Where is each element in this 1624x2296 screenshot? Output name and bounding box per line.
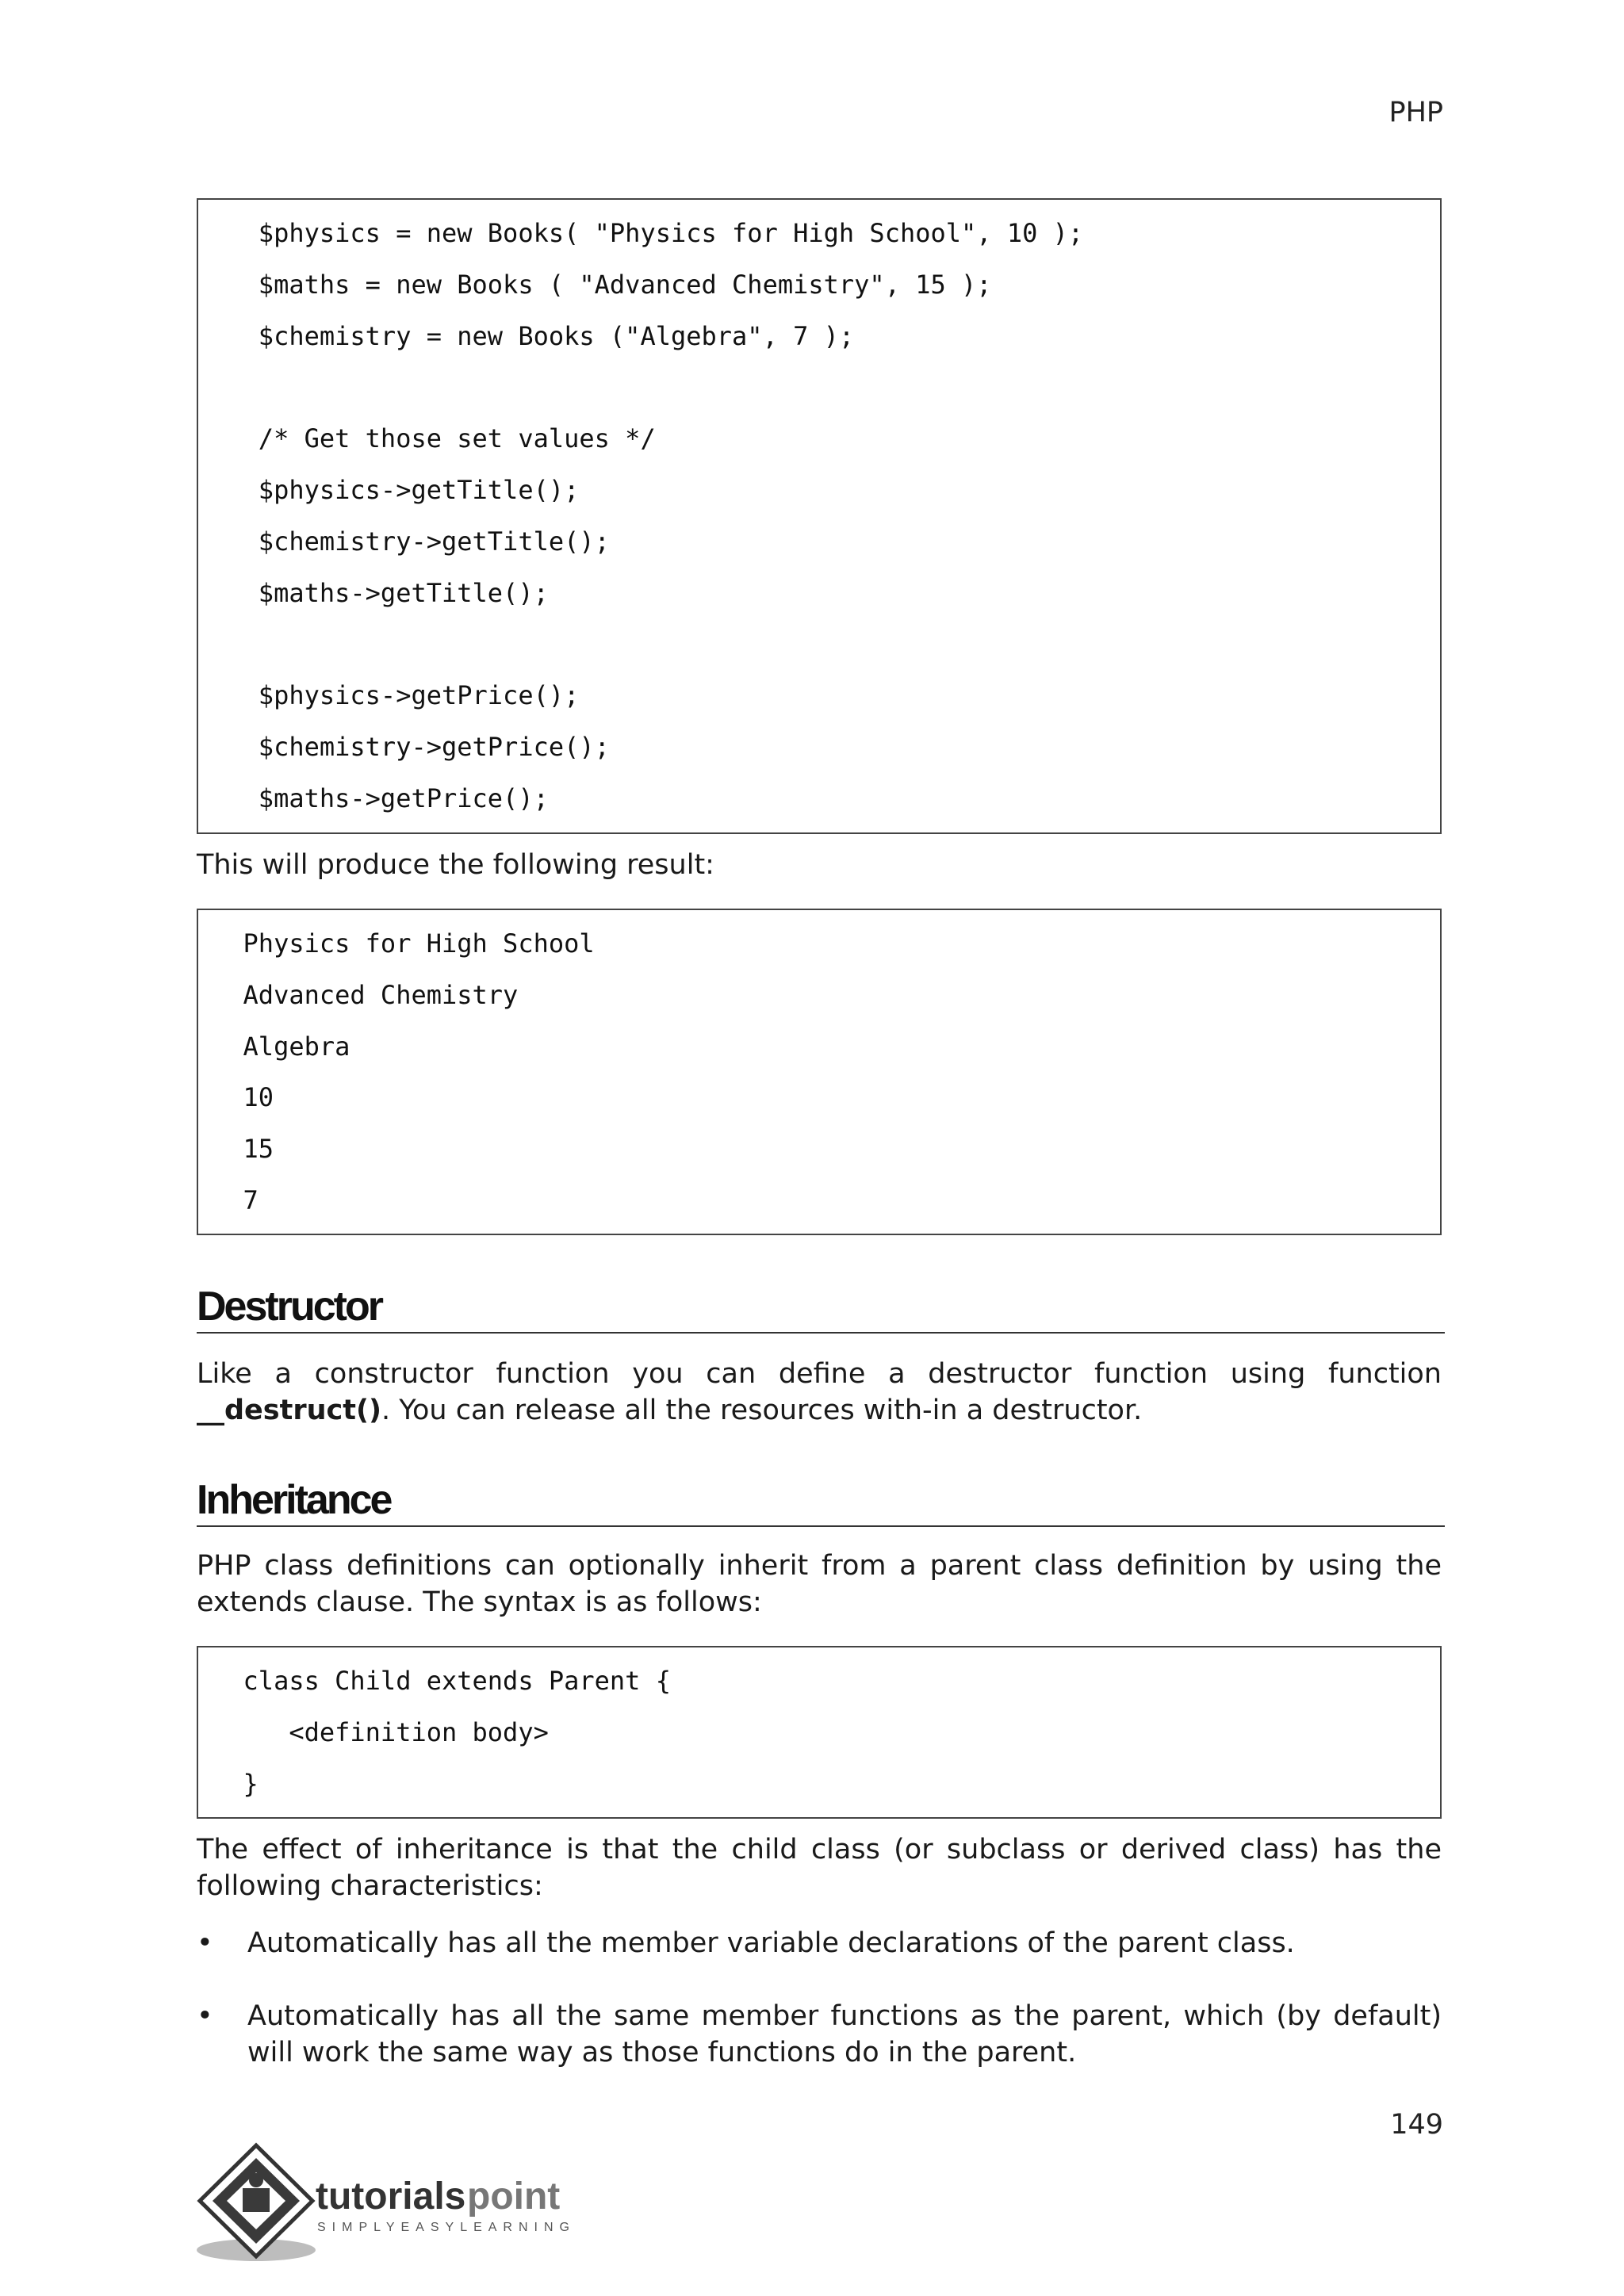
code-block-2-lines: [213, 918, 1426, 1226]
code-line: $physics->getTitle();: [213, 474, 580, 505]
code-line: $chemistry->getTitle();: [213, 526, 610, 557]
code-line: Algebra: [213, 1031, 350, 1062]
inheritance-effect: The effect of inheritance is that the child class (or subclass or derived class) has the following characteristics:: [197, 1834, 1442, 1902]
code-block-3-lines: [213, 1655, 1426, 1809]
tutorialspoint-logo: [197, 2141, 609, 2267]
list-item: [197, 1998, 1442, 2071]
code-line: 7: [213, 1184, 259, 1215]
inheritance-intro: PHP class definitions can optionally inherit from a parent class definition by using the extends clause. The syntax is as follows:: [197, 1550, 1442, 1618]
logo-brand-point: point: [467, 2175, 561, 2218]
section-heading-inheritance: Inheritance: [197, 1476, 1445, 1527]
list-item-text: Automatically has all the same member functions as the parent, which (by default) will work the same way as those functions do in the parent.: [247, 2000, 1442, 2068]
page-number: 149: [1390, 2109, 1443, 2141]
code-line: 10: [213, 1082, 274, 1113]
code-line: $maths->getTitle();: [213, 577, 549, 608]
result-intro: This will produce the following result:: [197, 849, 714, 881]
destructor-text-after: . You can release all the resources with-in a destructor.: [381, 1395, 1143, 1426]
code-line: 15: [213, 1134, 274, 1165]
code-line: <definition body>: [213, 1716, 549, 1747]
code-line: class Child extends Parent {: [213, 1666, 671, 1696]
code-line: $chemistry = new Books ("Algebra", 7 );: [213, 320, 855, 351]
code-line: Physics for High School: [213, 928, 595, 959]
code-blank-line: [213, 362, 1426, 413]
list-item-text: Automatically has all the member variable declarations of the parent class.: [247, 1927, 1295, 1959]
code-line: /* Get those set values */: [213, 423, 656, 454]
code-line: $maths = new Books ( "Advanced Chemistry", 15 );: [213, 269, 992, 300]
logo-mark-icon: [197, 2141, 609, 2267]
destructor-method-name: __destruct(): [197, 1395, 382, 1426]
bullet-icon: •: [197, 2000, 213, 2032]
logo-brand-tutorials: tutorials: [316, 2175, 466, 2218]
code-line: $maths->getPrice();: [213, 783, 549, 813]
code-block-1-lines: [213, 208, 1426, 825]
section-heading-destructor: Destructor: [197, 1283, 1445, 1334]
code-blank-line: [213, 618, 1426, 670]
code-line: }: [213, 1768, 259, 1799]
code-line: $chemistry->getPrice();: [213, 731, 610, 762]
bullet-icon: •: [197, 1927, 213, 1959]
code-line: $physics = new Books( "Physics for High School", 10 );: [213, 218, 1084, 248]
code-line: $physics->getPrice();: [213, 680, 580, 711]
code-line: Advanced Chemistry: [213, 979, 519, 1010]
running-header: PHP: [1388, 97, 1443, 128]
list-item: [197, 1925, 1442, 1961]
destructor-paragraph: [197, 1356, 1442, 1429]
destructor-text-before: Like a constructor function you can define a destructor function using function: [197, 1358, 1442, 1390]
logo-tagline: SIMPLYEASYLEARNING: [317, 2221, 576, 2234]
